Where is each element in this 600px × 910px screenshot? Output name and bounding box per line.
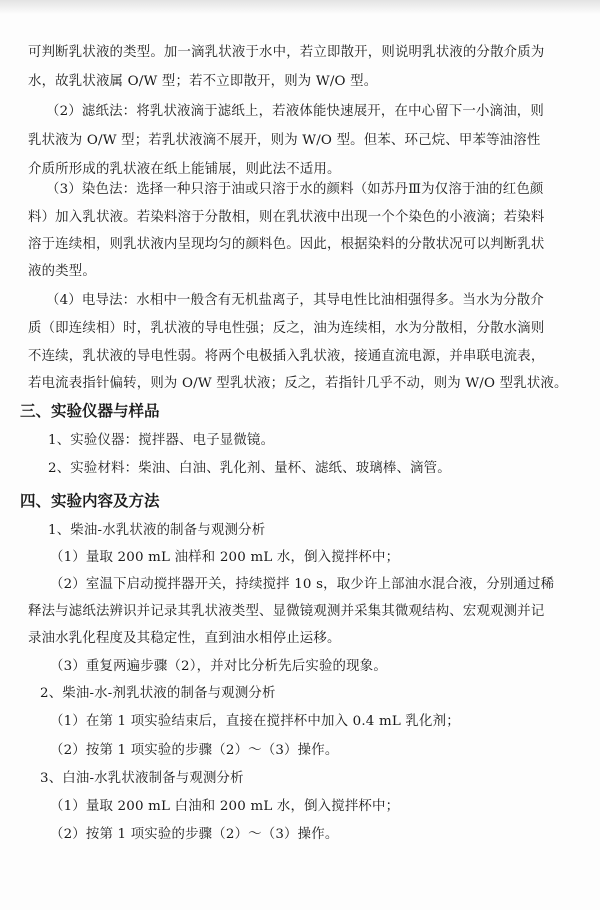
subsection-title: 3、白油-水乳状液制备与观测分析 xyxy=(40,771,244,786)
body-text-line: 介质所形成的乳状液在纸上能铺展，则此法不适用。 xyxy=(28,162,341,177)
list-item: 1、实验仪器：搅拌器、电子显微镜。 xyxy=(48,433,275,448)
step-line: 释法与滤纸法辨识并记录其乳状液类型、显微镜观测并采集其微观结构、宏观观测并记 xyxy=(28,604,545,619)
body-text-line: 质（即连续相）时，乳状液的导电性强；反之，油为连续相，水为分散相，分散水滴则 xyxy=(28,321,545,336)
scan-edge xyxy=(0,0,600,14)
step-line: （1）量取 200 mL 油样和 200 mL 水，倒入搅拌杯中； xyxy=(50,550,400,565)
step-line: （1）在第 1 项实验结束后，直接在搅拌杯中加入 0.4 mL 乳化剂； xyxy=(50,714,460,729)
body-text-line: 溶于连续相，则乳状液内呈现均匀的颜料色。因此，根据染料的分散状况可以判断乳状 xyxy=(28,237,545,252)
body-text-line: （2）滤纸法：将乳状液滴于滤纸上，若液体能快速展开，在中心留下一小滴油，则 xyxy=(46,104,544,119)
step-line: 录油水乳化程度及其稳定性，直到油水相停止运移。 xyxy=(28,631,341,646)
body-text-line: 乳状液为 O/W 型；若乳状液滴不展开，则为 W/O 型。但苯、环己烷、甲苯等油溶性 xyxy=(28,133,541,148)
section-heading: 四、实验内容及方法 xyxy=(20,492,160,510)
step-line: （1）量取 200 mL 白油和 200 mL 水，倒入搅拌杯中； xyxy=(50,799,400,814)
step-line: （2）室温下启动搅拌器开关，持续搅拌 10 s，取少许上部油水混合液，分别通过稀 xyxy=(50,577,555,592)
body-text-line: 不连续，乳状液的导电性弱。将两个电极插入乳状液，接通直流电源，并串联电流表， xyxy=(28,349,545,364)
body-text-line: 液的类型。 xyxy=(28,264,96,279)
subsection-title: 1、柴油-水乳状液的制备与观测分析 xyxy=(48,523,266,538)
section-heading: 三、实验仪器与样品 xyxy=(20,402,160,420)
step-line: （3）重复两遍步骤（2），并对比分析先后实验的现象。 xyxy=(50,659,387,674)
subsection-title: 2、柴油-水-剂乳状液的制备与观测分析 xyxy=(40,686,276,701)
body-text-line: （4）电导法：水相中一般含有无机盐离子，其导电性比油相强得多。当水为分散介 xyxy=(46,293,544,308)
list-item: 2、实验材料：柴油、白油、乳化剂、量杯、滤纸、玻璃棒、滴管。 xyxy=(48,461,451,476)
body-text-line: 水，故乳状液属 O/W 型；若不立即散开，则为 W/O 型。 xyxy=(28,74,378,89)
body-text-line: （3）染色法：选择一种只溶于油或只溶于水的颜料（如苏丹Ⅲ为仅溶于油的红色颜 xyxy=(46,182,544,197)
step-line: （2）按第 1 项实验的步骤（2）～（3）操作。 xyxy=(50,743,339,758)
step-line: （2）按第 1 项实验的步骤（2）～（3）操作。 xyxy=(50,827,339,842)
body-text-line: 可判断乳状液的类型。加一滴乳状液于水中，若立即散开，则说明乳状液的分散介质为 xyxy=(28,45,545,60)
body-text-line: 料）加入乳状液。若染料溶于分散相，则在乳状液中出现一个个染色的小液滴；若染料 xyxy=(28,210,545,225)
body-text-line: 若电流表指针偏转，则为 O/W 型乳状液；反之，若指针几乎不动，则为 W/O 型乳状液。 xyxy=(28,376,568,391)
